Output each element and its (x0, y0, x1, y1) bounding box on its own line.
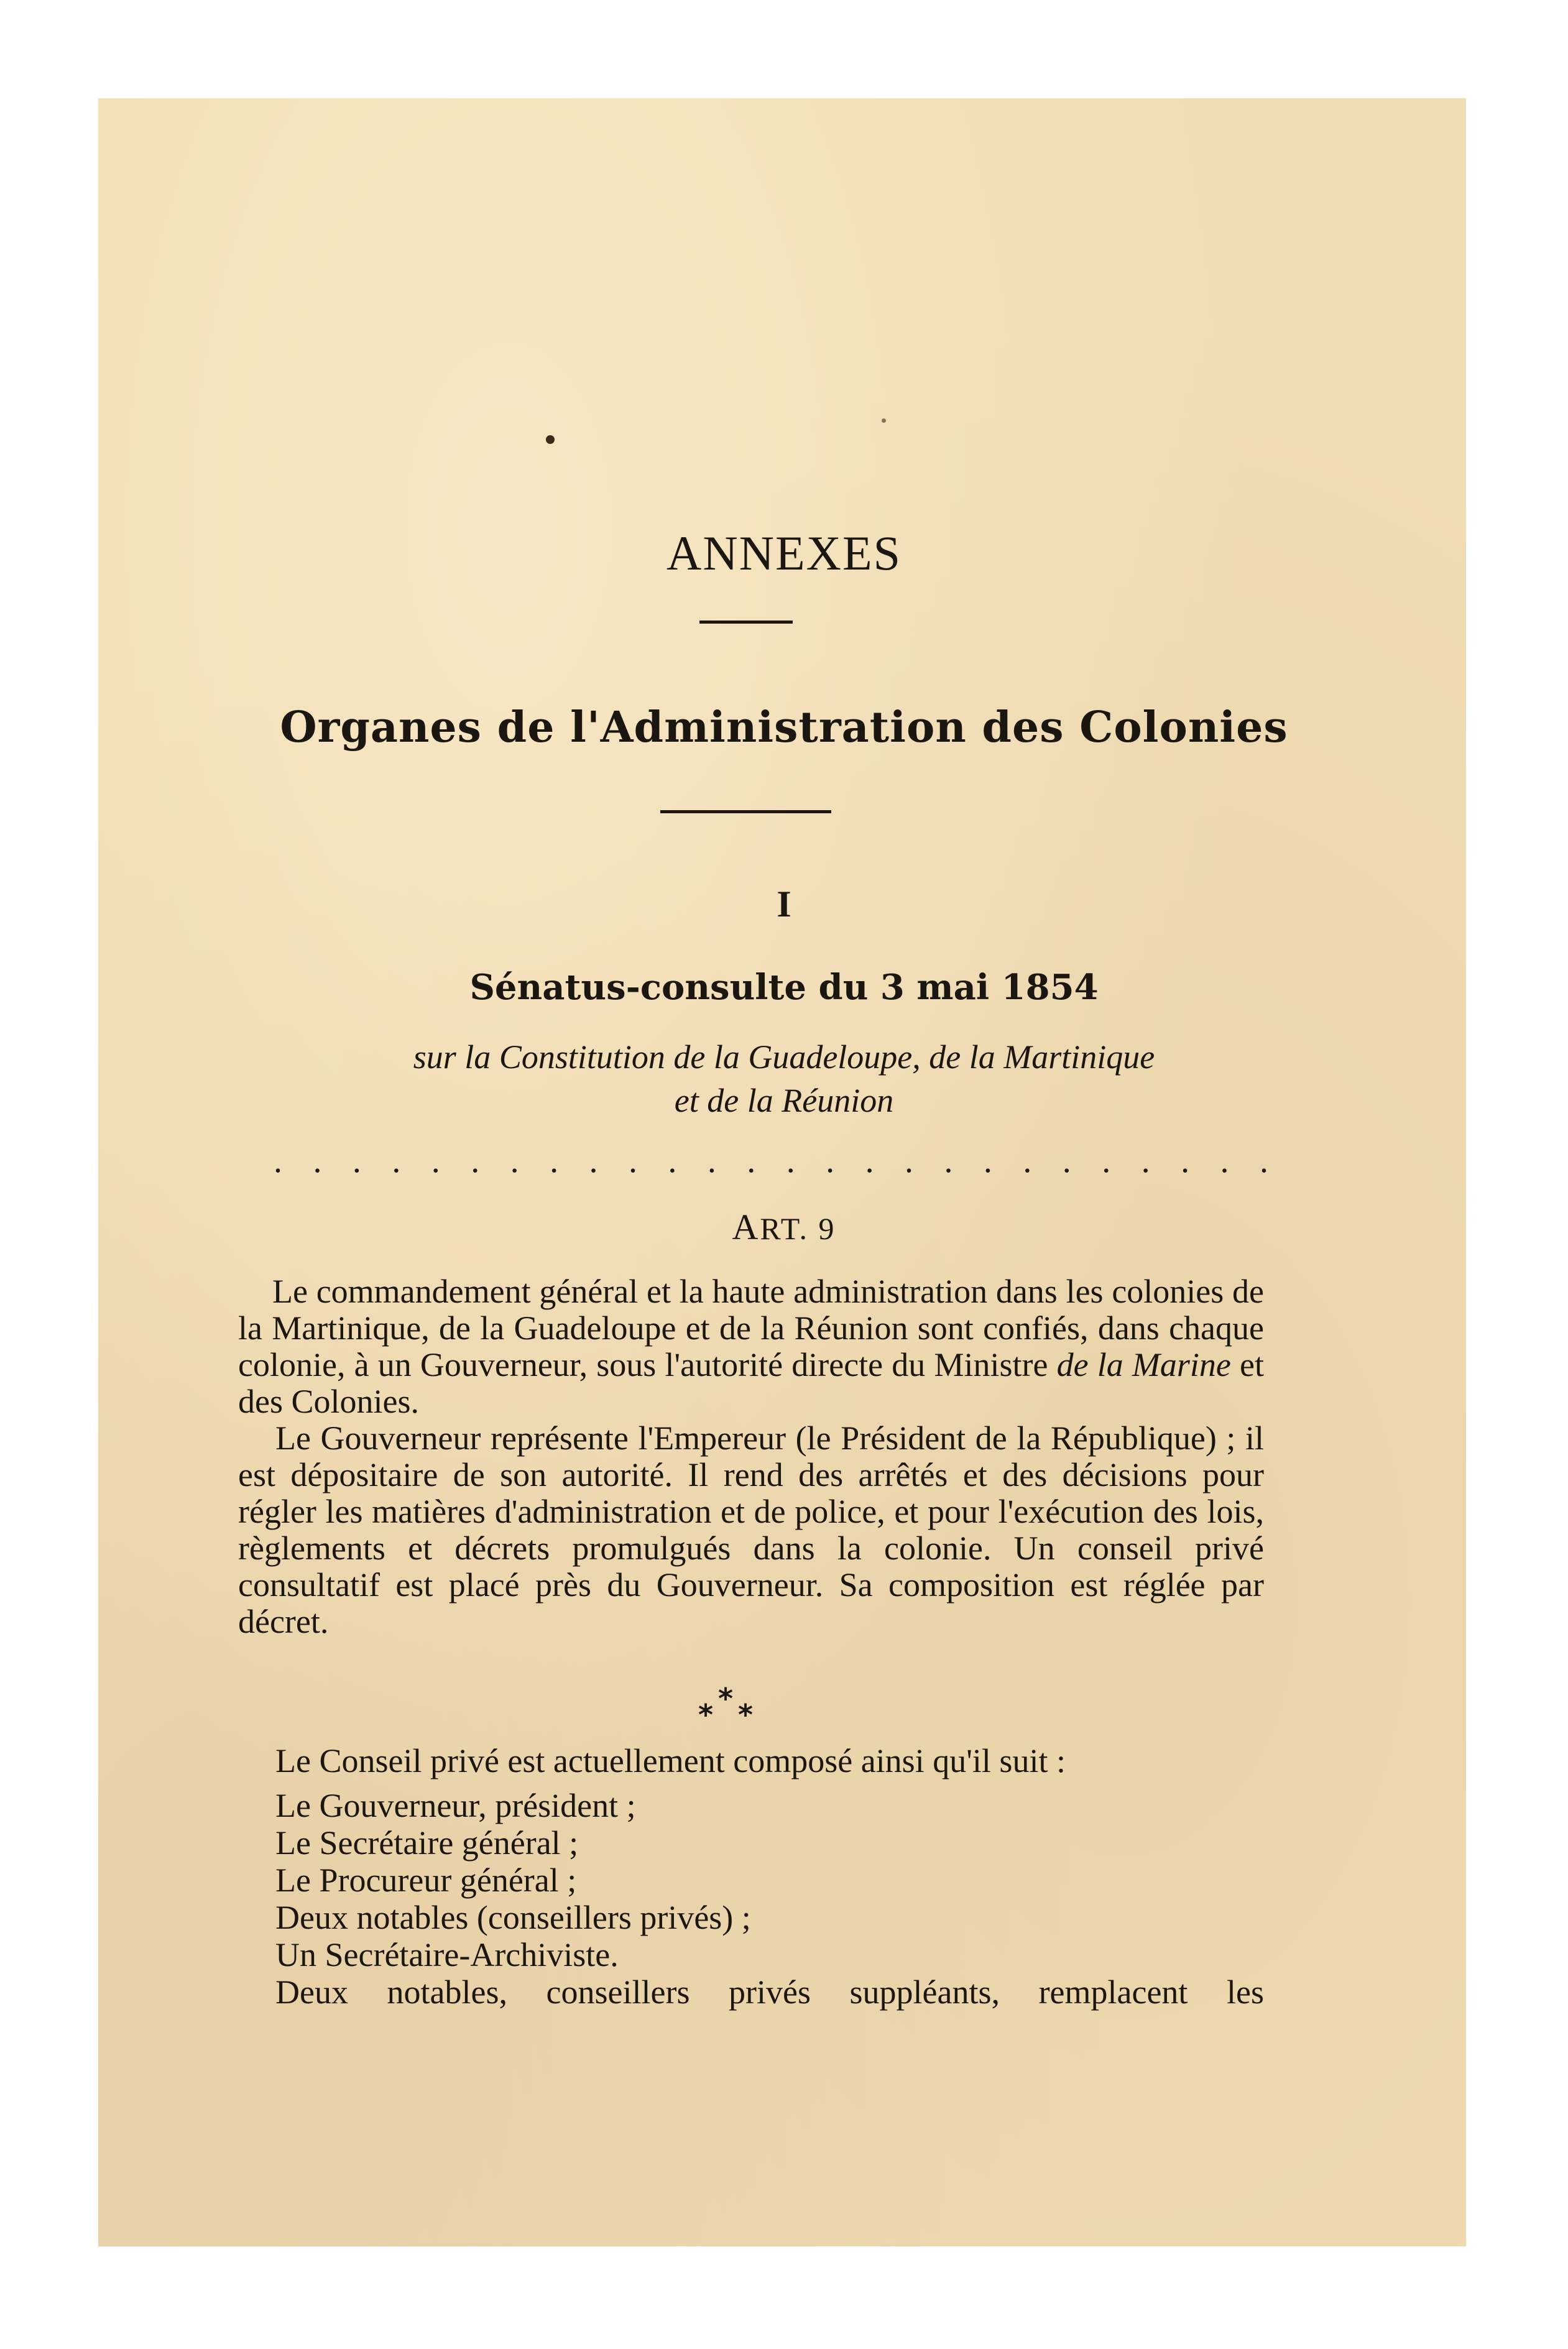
council-member: Le Secrétaire général ; (275, 1824, 579, 1862)
council-last-line: Deux notables, conseillers privés suppléants, remplacent les (275, 1973, 1264, 2011)
council-list (275, 1742, 1270, 2011)
council-member: Le Procureur général ; (275, 1862, 577, 1899)
act-subtitle (0, 1035, 1568, 1122)
act-subtitle-line-2: et de la Réunion (674, 1082, 894, 1119)
article-body (238, 1273, 1264, 1640)
act-subtitle-line-1: sur la Constitution de la Guadeloupe, de la Martinique (413, 1038, 1155, 1076)
article-paragraph-1: Le commandement général et la haute administration dans les colonies de la Martinique, de la Guadeloupe et de la Réunion sont confiés, dans chaque colonie, à un Gouverneur, sous l'autorité directe du Ministre de la Marine et des Colonies. (238, 1273, 1264, 1420)
paper-speck (546, 435, 555, 444)
council-member: Un Secrétaire-Archiviste. (275, 1936, 619, 1973)
paper-speck (882, 418, 886, 423)
article-label: ART. 9 (732, 1207, 836, 1247)
article-paragraph-2: Le Gouverneur représente l'Empereur (le Président de la République) ; il est dépositaire de son autorité. Il rend des arrêtés et des décisions pour régler les matières d'administration et de police, et pour l'exécution des lois, règlements et décrets promulgués dans la colonie. Un conseil privé consultatif est placé près du Gouverneur. Sa composition est réglée par décret. (238, 1419, 1264, 1640)
heading-rule (699, 621, 793, 624)
document-title: Organes de l'Administration des Colonies (280, 703, 1288, 752)
act-title: Sénatus-consulte du 3 mai 1854 (469, 967, 1099, 1008)
asterism: * * * (698, 1682, 754, 1732)
council-member: Le Gouverneur, président ; (275, 1787, 636, 1824)
annexes-heading: ANNEXES (666, 526, 902, 580)
council-intro: Le Conseil privé est actuellement composé ainsi qu'il suit : (275, 1742, 1066, 1779)
title-rule (660, 810, 831, 813)
ellipsis-leader: . . . . . . . . . . . . . . . . . . . . . . . . . . (274, 1142, 1268, 1180)
council-member: Deux notables (conseillers privés) ; (275, 1899, 751, 1936)
section-number: I (777, 884, 791, 925)
